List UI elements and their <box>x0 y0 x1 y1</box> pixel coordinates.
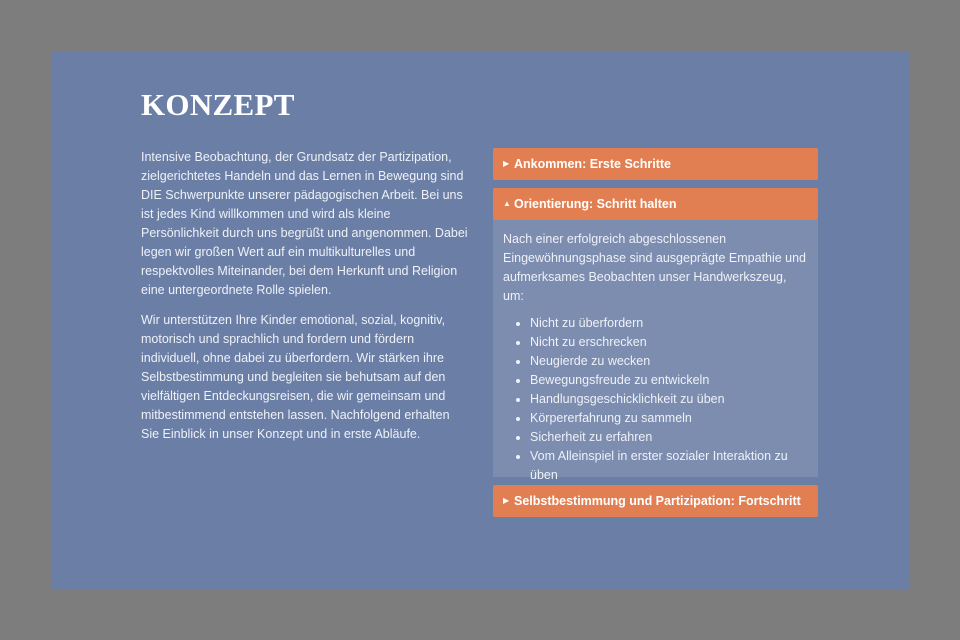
caret-up-icon: ▲ <box>503 199 511 208</box>
intro-paragraph-2: Wir unterstützen Ihre Kinder emotional, sozial, kognitiv, motorisch und sprachlich und fordern und fördern individuell, ohne dabei zu überfordern. Wir stärken ihre Selbstbestimmung und begleiten sie behutsam auf den vielfältigen Entdeckungsreisen, die wir gemeinsam und mitbestimmend entstehen lassen. Nachfolgend erhalten Sie Einblick in unser Konzept und in erste Abläufe. <box>141 313 450 441</box>
list-item: • Nicht zu überfordern <box>530 314 806 333</box>
page-title: KONZEPT <box>141 87 295 122</box>
list-item: • Körpererfahrung zu sammeln <box>530 409 806 428</box>
list-item: • Handlungsgeschicklichkeit zu üben <box>530 390 806 409</box>
accordion-title: Selbstbestimmung und Partizipation: Fortschritt <box>514 494 801 508</box>
accordion-body-orientierung <box>493 220 818 482</box>
accordion-item-orientierung <box>493 188 818 482</box>
accordion-header-selbstbestimmung[interactable] <box>493 485 818 517</box>
content-panel <box>51 51 910 589</box>
accordion-header-ankommen[interactable] <box>493 148 818 180</box>
accordion-body-text: Nach einer erfolgreich abgeschlossenen Eingewöhnungsphase sind ausgeprägte Empathie und aufmerksames Beobachten unser Handwerkszeug, um: <box>503 232 807 303</box>
intro-text <box>141 148 471 455</box>
caret-right-icon: ▶ <box>503 159 510 168</box>
list-item: • Nicht zu erschrecken <box>530 333 806 352</box>
list-item: • Vom Alleinspiel in erster sozialer Interaktion zu üben <box>530 447 806 485</box>
accordion-title: Orientierung: Schritt halten <box>514 197 677 211</box>
caret-right-icon: ▶ <box>503 496 510 505</box>
intro-paragraph-1: Intensive Beobachtung, der Grundsatz der Partizipation, zielgerichtetes Handeln und das Lernen in Bewegung sind DIE Schwerpunkte unserer pädagogischen Arbeit. Bei uns ist jedes Kind willkommen und wird als kleine Persönlichkeit durch uns begrüßt und angenommen. Dabei legen wir großen Wert auf ein multikulturelles und respektvolles Miteinander, bei dem Herkunft und Religion eine untergeordnete Rolle spielen. <box>141 150 468 297</box>
accordion-item-selbstbestimmung <box>493 485 818 517</box>
accordion-item-ankommen <box>493 148 818 180</box>
list-item: • Bewegungsfreude zu entwickeln <box>530 371 806 390</box>
accordion-title: Ankommen: Erste Schritte <box>514 157 671 171</box>
list-item: • Neugierde zu wecken <box>530 352 806 371</box>
list-item: • Sicherheit zu erfahren <box>530 428 806 447</box>
accordion-header-orientierung[interactable] <box>493 188 818 220</box>
goal-list <box>503 314 806 485</box>
